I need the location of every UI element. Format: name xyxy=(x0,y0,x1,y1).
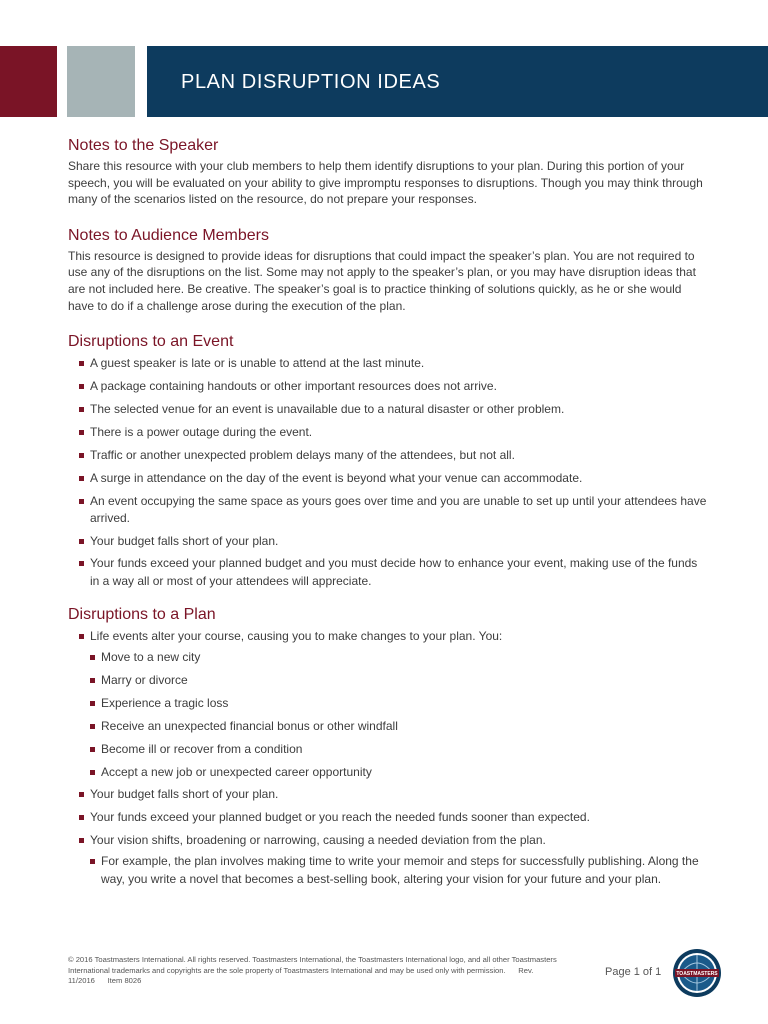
sub-list-item xyxy=(90,672,708,689)
list-item xyxy=(68,786,708,803)
list-item-text: Receive an unexpected financial bonus or other windfall xyxy=(101,718,398,733)
bullet-icon xyxy=(90,701,95,706)
revision-text: Rev. 11/2016 xyxy=(68,965,534,985)
notes-audience-section xyxy=(68,226,708,314)
bullet-icon xyxy=(79,384,84,389)
list-item xyxy=(68,470,708,487)
notes-speaker-section xyxy=(68,136,708,208)
list-item xyxy=(68,401,708,418)
section-heading: Notes to the Speaker xyxy=(68,137,219,154)
header-grey-block xyxy=(67,46,135,117)
list-item-text: A package containing handouts or other important resources does not arrive. xyxy=(90,379,497,394)
bullet-icon xyxy=(79,430,84,435)
list-item xyxy=(68,555,708,589)
list-item xyxy=(68,447,708,464)
sub-list-item xyxy=(90,695,708,712)
list-item-text: Your funds exceed your planned budget and you must decide how to enhance your event, making use of the funds in a way all or most of your attendees will appreciate. xyxy=(90,556,698,588)
list-item-text: Experience a tragic loss xyxy=(101,695,229,710)
life-events-sublist xyxy=(90,649,708,781)
bullet-icon xyxy=(90,678,95,683)
list-item-text: There is a power outage during the event. xyxy=(90,424,313,439)
list-item-text: Traffic or another unexpected problem delays many of the attendees, but not all. xyxy=(90,447,515,462)
copyright-text: © 2016 Toastmasters International. All rights reserved. Toastmasters International, the Toastmasters International logo, and all other Toastmasters International trademarks and copyrights are the sole property of Toastmasters International and may be used only with permission. xyxy=(68,955,557,975)
bullet-icon xyxy=(79,815,84,820)
sub-list-item xyxy=(90,718,708,735)
section-body: Share this resource with your club members to help them identify disruptions to your plan. During this portion of your speech, you will be evaluated on your ability to give impromptu responses to disruptions. Though you may think through many of the scenarios listed on the resource, do not prepare your responses. xyxy=(68,159,703,207)
list-item-text: An event occupying the same space as yours goes over time and you are unable to set up until your attendees have arrived. xyxy=(90,493,707,525)
list-item xyxy=(68,533,708,550)
item-number-text: Item 8026 xyxy=(107,976,142,985)
list-item-text: Your budget falls short of your plan. xyxy=(90,787,279,802)
bullet-icon xyxy=(79,499,84,504)
event-list xyxy=(68,355,708,590)
list-item xyxy=(68,378,708,395)
bullet-icon xyxy=(79,838,84,843)
list-item xyxy=(68,809,708,826)
list-item-text: Your budget falls short of your plan. xyxy=(90,533,279,548)
bullet-icon xyxy=(79,476,84,481)
list-item-text: A surge in attendance on the day of the event is beyond what your venue can accommodate. xyxy=(90,470,583,485)
sub-list-item xyxy=(90,764,708,781)
section-heading: Disruptions to a Plan xyxy=(68,605,216,623)
bullet-icon xyxy=(79,792,84,797)
list-item-text: Your funds exceed your planned budget or you reach the needed funds sooner than expected. xyxy=(90,810,590,825)
list-item xyxy=(68,628,708,781)
vision-sublist xyxy=(90,853,708,887)
list-item-text: Your vision shifts, broadening or narrowing, causing a needed deviation from the plan. xyxy=(90,833,546,848)
list-item-text: A guest speaker is late or is unable to attend at the last minute. xyxy=(90,356,425,371)
list-item-text: The selected venue for an event is unavailable due to a natural disaster or other problem. xyxy=(90,401,565,416)
event-disruptions-section xyxy=(68,332,708,590)
list-item xyxy=(68,493,708,527)
list-item xyxy=(68,832,708,888)
toastmasters-logo-icon xyxy=(672,948,722,998)
bullet-icon xyxy=(79,407,84,412)
list-item-text: Life events alter your course, causing you to make changes to your plan. You: xyxy=(90,628,503,643)
plan-disruptions-section xyxy=(68,605,708,888)
bullet-icon xyxy=(79,561,84,566)
logo-text: TOASTMASTERS xyxy=(676,971,718,978)
sub-list-item xyxy=(90,853,708,887)
list-item-text: Marry or divorce xyxy=(101,672,188,687)
bullet-icon xyxy=(79,634,84,639)
document-body xyxy=(68,136,708,906)
bullet-icon xyxy=(90,724,95,729)
list-item-text: Accept a new job or unexpected career opportunity xyxy=(101,764,372,779)
page-number: Page 1 of 1 xyxy=(605,966,662,978)
bullet-icon xyxy=(79,539,84,544)
section-heading: Notes to Audience Members xyxy=(68,226,269,244)
list-item-text: Move to a new city xyxy=(101,650,201,665)
bullet-icon xyxy=(90,770,95,775)
sub-list-item xyxy=(90,741,708,758)
list-item xyxy=(68,355,708,372)
list-item-text: For example, the plan involves making time to write your memoir and steps for successfully publishing. Along the way, you write a novel that becomes a best-selling book, altering your vision for your future and your plan. xyxy=(101,854,699,886)
bullet-icon xyxy=(90,747,95,752)
list-item-text: Become ill or recover from a condition xyxy=(101,741,303,756)
bullet-icon xyxy=(90,859,95,864)
bullet-icon xyxy=(79,453,84,458)
footer-copyright xyxy=(68,955,568,987)
section-body: This resource is designed to provide ideas for disruptions that could impact the speaker’s plan. You are not required to use any of the disruptions on the list. Some may not apply to the speaker’s plan, or you may have disruption ideas that are not included here. Be creative. The speaker’s goal is to practice thinking of solutions quickly, as he or she would have to do if a challenge arose during the execution of the plan. xyxy=(68,248,696,313)
header-red-block xyxy=(0,46,57,117)
sub-list-item xyxy=(90,649,708,666)
list-item xyxy=(68,424,708,441)
section-heading: Disruptions to an Event xyxy=(68,333,234,351)
plan-list xyxy=(68,628,708,888)
bullet-icon xyxy=(90,655,95,660)
bullet-icon xyxy=(79,361,84,366)
page-title: PLAN DISRUPTION IDEAS xyxy=(181,71,441,93)
